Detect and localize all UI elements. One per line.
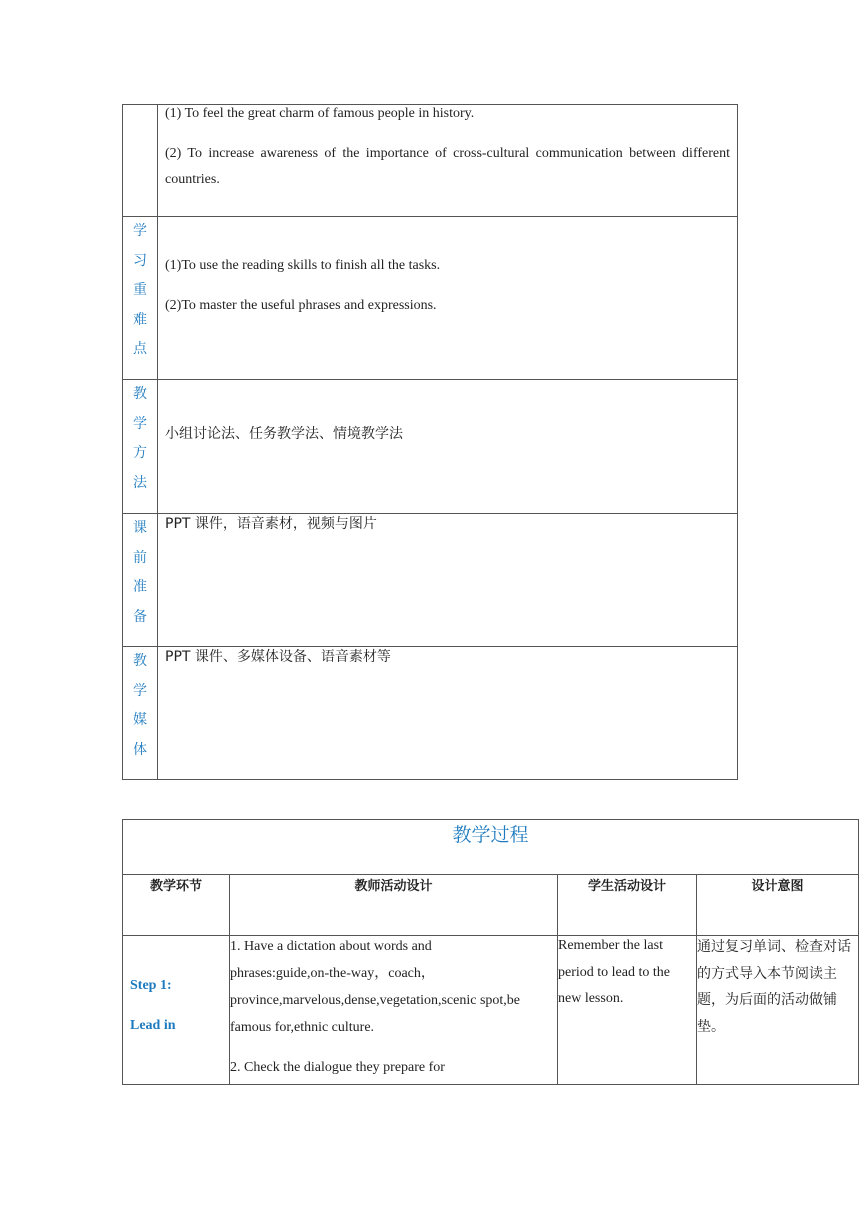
label-char: 重 — [133, 282, 147, 298]
teacher-item: 1. Have a dictation about words and — [230, 939, 432, 954]
row-content — [158, 105, 738, 217]
column-header — [697, 875, 859, 936]
table-row — [123, 820, 859, 875]
objective-line: (2) To increase awareness of the importance of cross-cultural communication between different countries. — [165, 146, 730, 187]
row-label-preparation — [123, 514, 158, 647]
process-title: 教学过程 — [452, 824, 529, 846]
label-char: 课 — [133, 520, 147, 536]
media-line: PPT 课件、多媒体设备、语音素材等 — [165, 649, 391, 665]
table-row — [123, 936, 859, 1085]
row-label — [123, 105, 158, 217]
label-char: 教 — [133, 653, 147, 669]
step-name: Lead in — [130, 1018, 176, 1033]
preparation-line: PPT 课件，语音素材，视频与图片 — [165, 516, 377, 532]
column-header — [558, 875, 697, 936]
column-header — [123, 875, 230, 936]
column-header-label: 设计意图 — [751, 879, 804, 894]
label-char: 媒 — [133, 712, 147, 728]
design-intent: 通过复习单词、检查对话的方式导入本节阅读主题，为后面的活动做铺垫。 — [697, 939, 851, 1035]
row-content — [158, 217, 738, 380]
design-intent-cell — [697, 936, 859, 1085]
label-char: 前 — [133, 549, 147, 566]
difficulty-line: (2)To master the useful phrases and expressions. — [165, 298, 437, 313]
objectives-table — [122, 104, 738, 780]
student-activity: Remember the last period to lead to the new lesson. — [558, 938, 670, 1006]
column-header-label: 学生活动设计 — [587, 879, 666, 894]
column-header — [230, 875, 558, 936]
table-row — [123, 105, 738, 217]
label-char: 学 — [133, 415, 147, 432]
column-header-label: 教学环节 — [149, 879, 202, 894]
table-row — [123, 217, 738, 380]
step-number: Step 1: — [130, 978, 172, 993]
row-label-media — [123, 647, 158, 780]
teacher-item-continuation: phrases:guide,on-the-way，coach，province,marvelous,dense,vegetation,scenic spot,be famous for,ethnic culture. — [230, 966, 521, 1035]
row-content — [158, 380, 738, 514]
row-content — [158, 647, 738, 780]
label-char: 习 — [133, 252, 147, 269]
objective-line: (1) To feel the great charm of famous people in history. — [165, 106, 475, 121]
label-char: 法 — [133, 474, 147, 491]
label-char: 学 — [133, 682, 147, 699]
student-activity-cell — [558, 936, 697, 1085]
label-char: 教 — [133, 386, 147, 402]
teacher-activity-cell — [230, 936, 558, 1085]
label-char: 方 — [133, 445, 147, 461]
difficulty-line: (1)To use the reading skills to finish all the tasks. — [165, 258, 441, 273]
table-row — [123, 514, 738, 647]
label-char: 学 — [133, 223, 147, 239]
label-char: 点 — [133, 341, 147, 357]
step-cell — [123, 936, 230, 1085]
methods-line: 小组讨论法、任务教学法、情境教学法 — [165, 426, 403, 442]
column-header-label: 教师活动设计 — [354, 879, 433, 894]
row-label-teaching-methods — [123, 380, 158, 514]
row-content — [158, 514, 738, 647]
table-row — [123, 380, 738, 514]
process-table — [122, 819, 859, 1085]
label-char: 体 — [133, 741, 147, 758]
table-row — [123, 647, 738, 780]
row-label-key-difficulties — [123, 217, 158, 380]
table-header-row — [123, 875, 859, 936]
label-char: 准 — [133, 579, 147, 595]
teacher-item: 2. Check the dialogue they prepare for — [230, 1060, 445, 1075]
process-title-cell — [123, 820, 859, 875]
label-char: 备 — [133, 608, 147, 625]
label-char: 难 — [133, 311, 147, 328]
